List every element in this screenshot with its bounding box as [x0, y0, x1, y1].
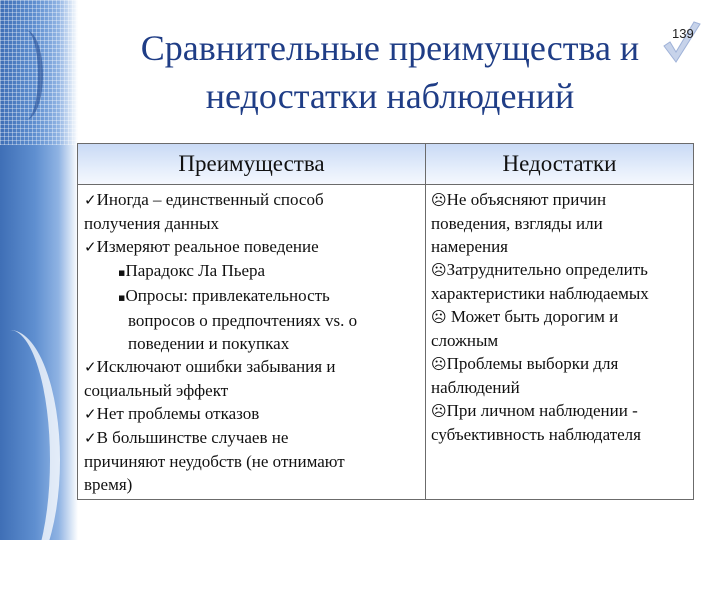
check-bullet-icon: ✓ — [84, 405, 97, 423]
list-item: ✓Иногда – единственный способ — [84, 190, 324, 209]
list-item: причиняют неудобств (не отнимают — [84, 452, 345, 471]
list-item: ☹Затруднительно определить — [431, 260, 648, 279]
list-item: ☹ Может быть дорогим и — [431, 307, 619, 326]
list-item: намерения — [431, 237, 509, 256]
list-item: наблюдений — [431, 378, 520, 397]
table-header-row — [78, 144, 693, 185]
list-item: получения данных — [84, 214, 220, 233]
frown-bullet-icon: ☹ — [431, 402, 447, 420]
frown-bullet-icon: ☹ — [431, 261, 447, 279]
list-item: субъективность наблюдателя — [431, 425, 641, 444]
check-bullet-icon: ✓ — [84, 191, 97, 209]
list-item: ✓В большинстве случаев не — [84, 428, 289, 447]
slide-number: 139 — [672, 26, 694, 41]
list-item: поведении и покупках — [128, 334, 290, 353]
list-item: ☹Не объясняют причин — [431, 190, 607, 209]
title-line-2: недостатки наблюдений — [205, 76, 575, 116]
list-item: ✓Измеряют реальное поведение — [84, 237, 319, 256]
list-item: ▪Парадокс Ла Пьера — [118, 261, 266, 280]
check-bullet-icon: ✓ — [84, 429, 97, 447]
list-item: социальный эффект — [84, 381, 229, 400]
list-item: характеристики наблюдаемых — [431, 284, 649, 303]
comparison-table — [77, 143, 694, 500]
list-item: время) — [84, 475, 133, 494]
list-item: сложным — [431, 331, 499, 350]
square-bullet-icon: ▪ — [118, 266, 126, 279]
list-item: ✓Исключают ошибки забывания и — [84, 357, 336, 376]
slide-title — [90, 24, 690, 120]
header-disadvantages: Недостатки — [502, 151, 617, 176]
list-item: поведения, взгляды или — [431, 214, 603, 233]
title-line-1: Сравнительные преимущества и — [140, 28, 640, 68]
list-item: ✓Нет проблемы отказов — [84, 404, 260, 423]
frown-bullet-icon: ☹ — [431, 191, 447, 209]
column-divider — [425, 144, 426, 499]
frown-bullet-icon: ☹ — [431, 308, 447, 326]
list-item: вопросов о предпочтениях vs. о — [128, 311, 358, 330]
frown-bullet-icon: ☹ — [431, 355, 447, 373]
list-item: ▪Опросы: привлекательность — [118, 286, 330, 305]
list-item: ☹При личном наблюдении - — [431, 401, 638, 420]
disadvantages-cell — [431, 188, 691, 446]
list-item: ☹Проблемы выборки для — [431, 354, 619, 373]
left-decorative-arc — [8, 30, 43, 120]
check-bullet-icon: ✓ — [84, 238, 97, 256]
advantages-cell — [84, 188, 422, 496]
header-advantages: Преимущества — [178, 151, 325, 176]
square-bullet-icon: ▪ — [118, 291, 126, 304]
check-bullet-icon: ✓ — [84, 358, 97, 376]
